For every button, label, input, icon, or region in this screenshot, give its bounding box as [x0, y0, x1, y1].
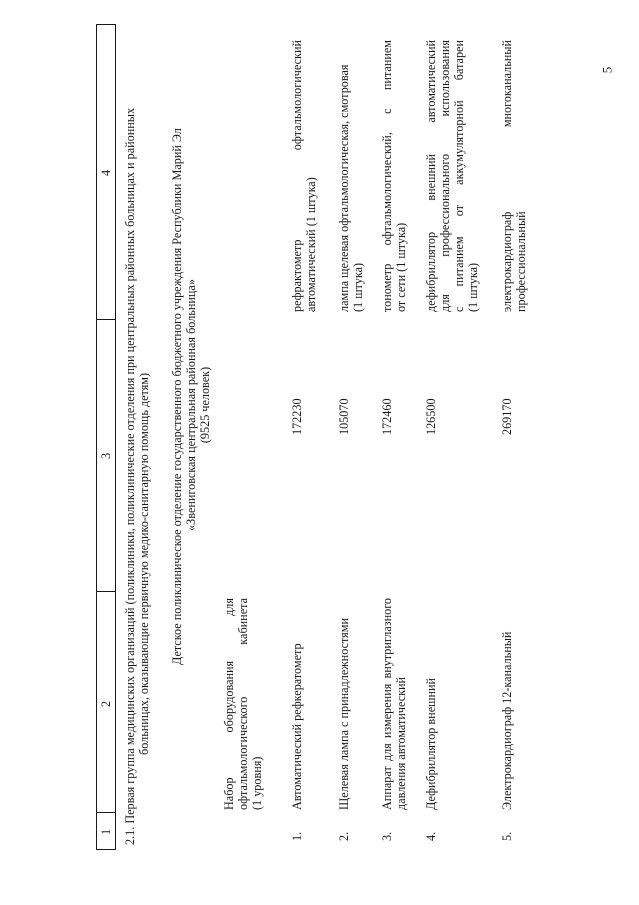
- row-2-price: 105070: [337, 398, 351, 435]
- row-4-desc-line3: с питанием от аккумуляторной батареи: [452, 40, 466, 312]
- equipment-set-label: [222, 598, 264, 810]
- row-3-desc-line1: тонометр офтальмологический, с питанием: [380, 40, 394, 312]
- row-3-name: [380, 598, 408, 810]
- page-number: 5: [599, 66, 615, 74]
- department-line3: (9525 человек): [198, 366, 212, 444]
- row-2-description: [337, 40, 365, 312]
- row-1-description: [290, 40, 318, 312]
- table-top-border: [96, 25, 97, 850]
- department-line2: «Звениговская центральная районная больница»: [184, 279, 198, 531]
- row-4-desc-line4: (1 штука): [466, 262, 480, 312]
- row-5-name: Электрокардиограф 12-канальный: [500, 631, 514, 810]
- set-label-line1: Набор оборудования для: [222, 598, 236, 810]
- row-1-number: 1.: [290, 831, 304, 841]
- column-divider-3: [96, 319, 116, 320]
- column-divider-2: [96, 591, 116, 592]
- column-number-3: 3: [99, 452, 113, 459]
- row-1-desc-line1: рефрактометр офтальмологический: [290, 40, 304, 312]
- row-1-price: 172230: [290, 398, 304, 435]
- department-heading: [170, 128, 212, 665]
- row-5-price: 269170: [500, 398, 514, 435]
- row-3-name-line1: Аппарат для измерения внутриглазного: [380, 598, 394, 810]
- column-number-4: 4: [99, 169, 113, 176]
- row-4-description: [424, 40, 480, 312]
- column-number-1: 1: [99, 828, 113, 835]
- column-number-2: 2: [99, 700, 113, 707]
- row-3-description: [380, 40, 408, 312]
- row-2-number: 2.: [337, 831, 351, 841]
- row-1-desc-line2: автоматический (1 штука): [304, 177, 318, 312]
- group-title: [123, 108, 151, 845]
- row-3-number: 3.: [380, 831, 394, 841]
- row-5-number: 5.: [500, 831, 514, 841]
- table-header-bottom-border: [115, 25, 116, 850]
- row-4-desc-line1: дефибриллятор внешний автоматический: [424, 40, 438, 312]
- group-title-line1: 2.1. Первая группа медицинских организаций (поликлиники, поликлинические отделения при центральных районных больницах и районных: [123, 107, 137, 845]
- group-title-line2: больницах, оказывающие первичную медико-санитарную помощь детям): [137, 372, 151, 755]
- row-1-name: Автоматический рефкератометр: [290, 643, 304, 810]
- row-5-desc-line2: профессиональный: [514, 211, 528, 312]
- column-divider-1: [96, 812, 116, 813]
- row-2-desc-line2: (1 штука): [351, 262, 365, 312]
- row-4-desc-line2: для профессионального использования: [438, 40, 452, 312]
- row-4-name: Дефибриллятор внешний: [424, 677, 438, 810]
- department-line1: Детское поликлиническое отделение государственного бюджетного учреждения Республики Марий Эл: [170, 128, 184, 665]
- row-2-name: Щелевая лампа с принадлежностями: [337, 617, 351, 810]
- row-3-price: 172460: [380, 398, 394, 435]
- row-3-name-line2: давления автоматический: [394, 676, 408, 810]
- row-5-desc-line1: электрокардиограф многоканальный: [500, 40, 514, 312]
- set-label-line2: офтальмологического кабинета: [236, 598, 250, 810]
- row-5-description: [500, 40, 528, 312]
- row-4-number: 4.: [424, 831, 438, 841]
- table-left-border: [96, 849, 116, 850]
- set-label-line3: (1 уровня): [250, 756, 264, 810]
- row-2-desc-line1: лампа щелевая офтальмологическая, смотровая: [337, 64, 351, 312]
- row-4-price: 126500: [424, 398, 438, 435]
- row-3-desc-line2: от сети (1 штука): [394, 222, 408, 312]
- table-right-border: [96, 24, 116, 25]
